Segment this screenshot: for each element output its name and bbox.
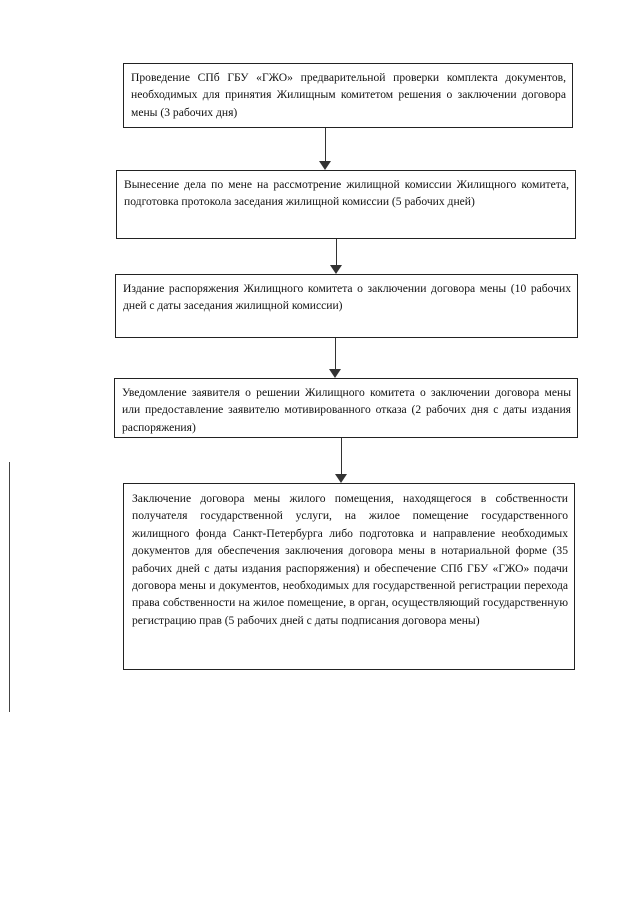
flowchart-step-3: Издание распоряжения Жилищного комитета о заключении договора мены (10 рабочих дней с даты заседания жилищной комиссии) — [115, 274, 578, 338]
arrow-down-icon — [335, 438, 347, 483]
flowchart-step-4: Уведомление заявителя о решении Жилищного комитета о заключении договора мены или предоставление заявителю мотивированного отказа (2 рабочих дня с даты издания распоряжения) — [114, 378, 578, 438]
arrow-head — [329, 369, 341, 378]
flowchart-step-2: Вынесение дела по мене на рассмотрение жилищной комиссии Жилищного комитета, подготовка протокола заседания жилищной комиссии (5 рабочих дней) — [116, 170, 576, 239]
arrow-head — [335, 474, 347, 483]
arrow-down-icon — [319, 128, 331, 170]
flowchart-step-1: Проведение СПб ГБУ «ГЖО» предварительной проверки комплекта документов, необходимых для принятия Жилищным комитетом решения о заключении договора мены (3 рабочих дня) — [123, 63, 573, 128]
flowchart-step-5: Заключение договора мены жилого помещения, находящегося в собственности получателя государственной услуги, на жилое помещение государственного жилищного фонда Санкт-Петербурга либо подготовка и направление необходимых документов для обеспечения заключения договора мены в нотариальной форме (35 рабочих дней с даты издания распоряжения) и обеспечение СПб ГБУ «ГЖО» подачи договора мены и документов, необходимых для государственной регистрации перехода права собственности на жилое помещение, в орган, осуществляющий государственную регистрацию прав (5 рабочих дней с даты подписания договора мены) — [123, 483, 575, 670]
arrow-shaft — [325, 128, 326, 162]
arrow-head — [330, 265, 342, 274]
arrow-down-icon — [330, 239, 342, 274]
arrow-shaft — [336, 239, 337, 266]
arrow-shaft — [335, 338, 336, 370]
arrow-shaft — [341, 438, 342, 475]
arrow-head — [319, 161, 331, 170]
arrow-down-icon — [329, 338, 341, 378]
scan-margin-line — [9, 462, 10, 712]
